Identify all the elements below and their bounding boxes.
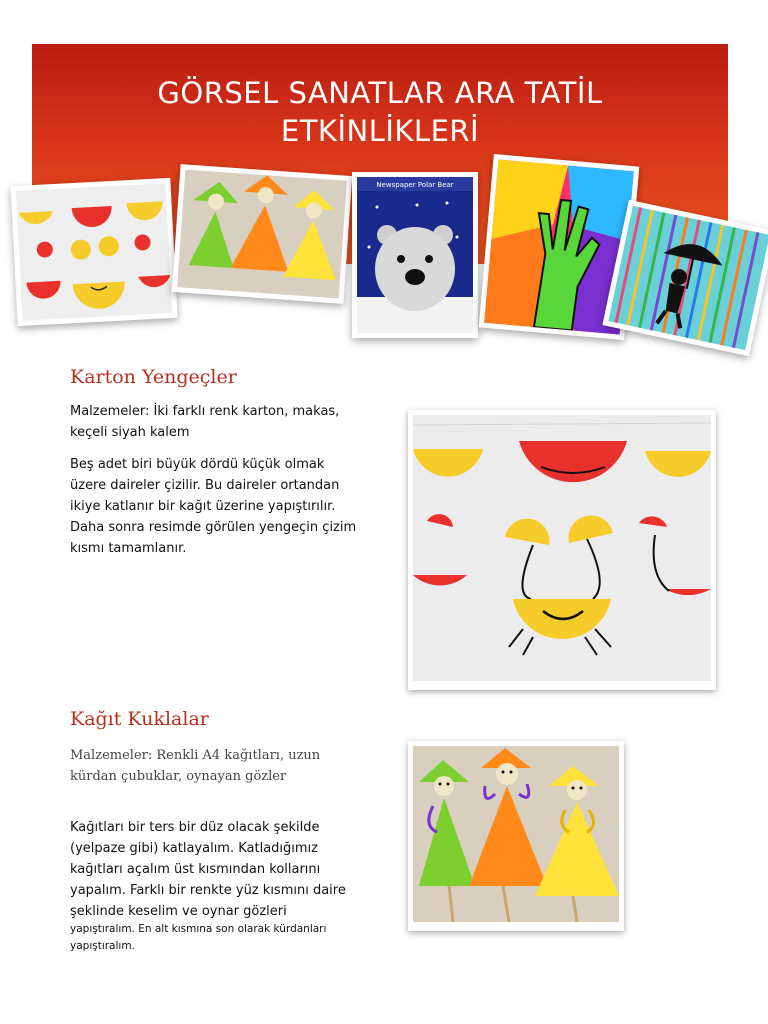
crabs-materials: Malzemeler: İki farklı renk karton, makas, keçeli siyah kalem: [70, 404, 340, 440]
puppets-materials: Malzemeler: Renkli A4 kağıtları, uzun kürdan çubuklar, oynayan gözler: [70, 748, 321, 784]
thumbnail-crabs: [10, 178, 177, 326]
puppets-description-end: yapıştıralım. En alt kısmına son olarak kürdanları yapıştıralım.: [70, 923, 327, 952]
section-title-crabs: Karton Yengeçler: [70, 366, 237, 388]
puppets-photo: [408, 741, 624, 931]
title-line-1: GÖRSEL SANATLAR ARA TATİL: [157, 76, 603, 110]
title-line-2: ETKİNLİKLERİ: [280, 114, 480, 148]
thumbnail-rain-silhouette: [602, 200, 768, 356]
thumbnail-paper-dolls: [172, 164, 353, 304]
crabs-photo: [408, 410, 716, 690]
thumbnail-polar-bear: [352, 172, 478, 338]
page-title: [32, 74, 728, 150]
polar-bear-caption: Newspaper Polar Bear: [376, 181, 454, 189]
crabs-description: Beş adet biri büyük dördü küçük olmak üzere daireler çizilir. Bu daireler ortandan ikiye katlanır bir kağıt üzerine yapıştırılır. Daha sonra resimde görülen yengeçin çizim kısmı tamamlanır.: [70, 457, 357, 556]
section-title-puppets: Kağıt Kuklalar: [70, 708, 209, 730]
puppets-description: Kağıtları bir ters bir düz olacak şekilde (yelpaze gibi) katlayalım. Katladığımız kağıtları açalım üst kısmından kollarını yapalım. Farklı bir renkte yüz kısmını daire şeklinde keselim ve oynar gözleri: [70, 820, 346, 919]
